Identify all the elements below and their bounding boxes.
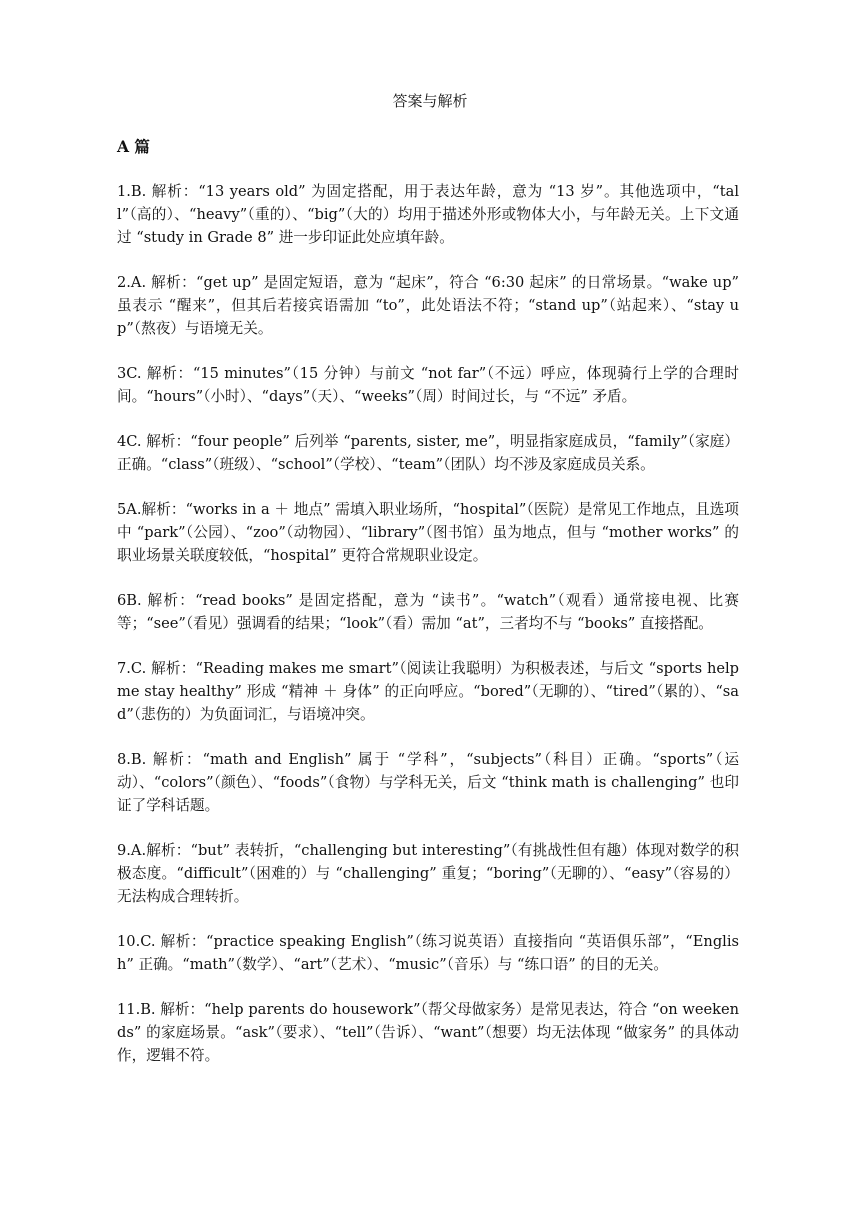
answer-item-4: 4C. 解析：“four people” 后列举 “parents, sister, me”，明显指家庭成员，“family”（家庭）正确。“class”（班级）、“school”（学校）、“team”（团队）均不涉及家庭成员关系。	[117, 433, 739, 473]
answer-item-6: 6B. 解析：“read books” 是固定搭配，意为 “读书”。“watch”（观看）通常接电视、比赛等；“see”（看见）强调看的结果；“look”（看）需加 “at”，三者均不与 “books” 直接搭配。	[117, 592, 739, 632]
answer-item-10: 10.C. 解析：“practice speaking English”（练习说英语）直接指向 “英语俱乐部”，“English” 正确。“math”（数学）、“art”（艺术）、“music”（音乐）与 “练口语” 的目的无关。	[117, 933, 739, 973]
answer-item-11: 11.B. 解析：“help parents do housework”（帮父母做家务）是常见表达，符合 “on weekends” 的家庭场景。“ask”（要求）、“tell”（告诉）、“want”（想要）均无法体现 “做家务” 的具体动作，逻辑不符。	[117, 1001, 739, 1064]
answer-list	[117, 180, 739, 1089]
answer-item-3: 3C. 解析：“15 minutes”（15 分钟）与前文 “not far”（不远）呼应，体现骑行上学的合理时间。“hours”（小时）、“days”（天）、“weeks”（周）时间过长，与 “不远” 矛盾。	[117, 365, 739, 405]
answer-item-1: 1.B. 解析：“13 years old” 为固定搭配，用于表达年龄，意为 “13 岁”。其他选项中，“tall”（高的）、“heavy”（重的）、“big”（大的）均用于描述外形或物体大小，与年龄无关。上下文通过 “study in Grade 8” 进一步印证此处应填年龄。	[117, 183, 739, 246]
answer-item-8: 8.B. 解析：“math and English” 属于 “学科”，“subjects”（科目）正确。“sports”（运动）、“colors”（颜色）、“foods”（食物）与学科无关，后文 “think math is challenging” 也印证了学科话题。	[117, 751, 739, 814]
answer-item-7: 7.C. 解析：“Reading makes me smart”（阅读让我聪明）为积极表述，与后文 “sports help me stay healthy” 形成 “精神 ＋ 身体” 的正向呼应。“bored”（无聊的）、“tired”（累的）、“sad”（悲伤的）为负面词汇，与语境冲突。	[117, 660, 739, 723]
answer-item-9: 9.A.解析：“but” 表转折，“challenging but interesting”（有挑战性但有趣）体现对数学的积极态度。“difficult”（困难的）与 “challenging” 重复；“boring”（无聊的）、“easy”（容易的）无法构成合理转折。	[117, 842, 739, 905]
answer-item-5: 5A.解析：“works in a ＋ 地点” 需填入职业场所，“hospital”（医院）是常见工作地点，且选项中 “park”（公园）、“zoo”（动物园）、“library”（图书馆）虽为地点，但与 “mother works” 的职业场景关联度较低，“hospital” 更符合常规职业设定。	[117, 501, 739, 564]
section-heading: A 篇	[117, 137, 150, 156]
document-title: 答案与解析	[392, 92, 468, 110]
answer-item-2: 2.A. 解析：“get up” 是固定短语，意为 “起床”，符合 “6:30 起床” 的日常场景。“wake up” 虽表示 “醒来”，但其后若接宾语需加 “to”，此处语法不符；“stand up”（站起来）、“stay up”（熬夜）与语境无关。	[117, 274, 739, 337]
